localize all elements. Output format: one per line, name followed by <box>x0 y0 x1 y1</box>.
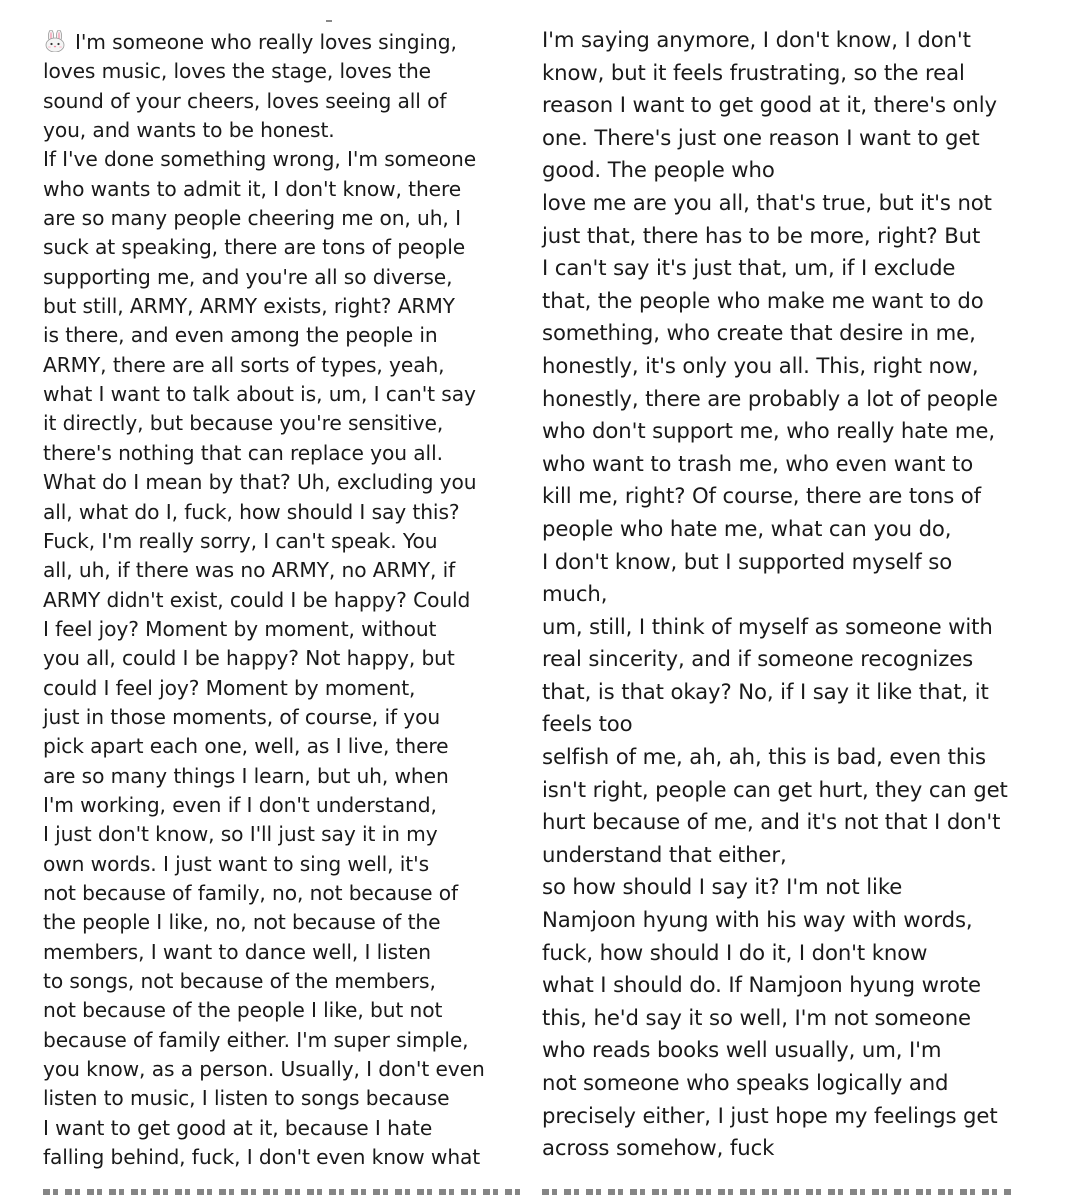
text-line-content: falling behind, fuck, I don't even know what <box>43 1145 481 1170</box>
text-line <box>43 791 521 820</box>
text-line-content: What do I mean by that? Uh, excluding you <box>43 470 477 495</box>
text-line-content: it directly, but because you're sensitive, <box>43 411 444 436</box>
text-line-content: but still, ARMY, ARMY exists, right? ARMY <box>43 294 455 319</box>
text-line-content: just in those moments, of course, if you <box>43 704 441 729</box>
text-line-content: pick apart each one, well, as I live, there <box>43 734 449 759</box>
text-line-content: loves music, loves the stage, loves the <box>43 59 431 84</box>
text-line <box>542 741 1052 774</box>
text-line <box>542 708 1052 741</box>
text-line-content: you know, as a person. Usually, I don't even <box>43 1057 485 1082</box>
text-line-content: real sincerity, and if someone recognizes <box>542 646 974 672</box>
text-line-content: Fuck, I'm really sorry, I can't speak. You <box>43 528 438 553</box>
rabbit-face-icon <box>43 30 67 52</box>
text-line-content: feels too <box>542 711 633 737</box>
text-line <box>542 1002 1052 1035</box>
right-cutoff-text <box>542 1189 1012 1195</box>
text-line <box>542 154 1052 187</box>
text-line-content: sound of your cheers, loves seeing all of <box>43 88 447 113</box>
text-line-content: Namjoon hyung with his way with words, <box>542 907 973 933</box>
text-line-content: one. There's just one reason I want to get <box>542 124 980 150</box>
text-line-content: honestly, it's only you all. This, right now, <box>542 352 979 378</box>
text-line <box>43 233 521 262</box>
text-line-content: I don't know, but I supported myself so <box>542 548 953 574</box>
text-line <box>43 468 521 497</box>
text-line <box>542 415 1052 448</box>
text-line <box>542 611 1052 644</box>
text-line <box>43 87 521 116</box>
text-line-content: know, but it feels frustrating, so the real <box>542 59 965 85</box>
text-line-content: hurt because of me, and it's not that I don't <box>542 809 1001 835</box>
text-line-content: ARMY, there are all sorts of types, yeah, <box>43 352 445 377</box>
text-line <box>43 967 521 996</box>
text-line <box>542 969 1052 1002</box>
text-line-content: understand that either, <box>542 841 787 867</box>
text-line-content: um, still, I think of myself as someone with <box>542 613 993 639</box>
text-line <box>542 839 1052 872</box>
left-text-column <box>43 28 521 1172</box>
text-line-content: what I should do. If Namjoon hyung wrote <box>542 972 981 998</box>
text-line <box>542 1067 1052 1100</box>
text-line <box>542 89 1052 122</box>
text-line <box>43 556 521 585</box>
text-line <box>542 1100 1052 1133</box>
text-line <box>542 676 1052 709</box>
left-cutoff-text <box>43 1189 521 1195</box>
text-line <box>43 996 521 1025</box>
text-line-content: all, uh, if there was no ARMY, no ARMY, if <box>43 558 456 583</box>
text-line-content: isn't right, people can get hurt, they can get <box>542 776 1008 802</box>
text-line-content: fuck, how should I do it, I don't know <box>542 939 928 965</box>
text-line-content: you all, could I be happy? Not happy, but <box>43 646 455 671</box>
text-line <box>542 1132 1052 1165</box>
text-line <box>43 204 521 233</box>
text-line <box>43 1084 521 1113</box>
right-text-column <box>542 24 1052 1165</box>
text-line-content: I'm working, even if I don't understand, <box>43 792 437 817</box>
text-line <box>43 1143 521 1172</box>
text-line <box>43 321 521 350</box>
text-line-content: listen to music, I listen to songs because <box>43 1086 450 1111</box>
text-line-content: I'm saying anymore, I don't know, I don't <box>542 27 971 52</box>
text-line <box>43 57 521 86</box>
text-line-content: people who hate me, what can you do, <box>542 515 952 541</box>
text-line <box>43 1055 521 1084</box>
text-line <box>542 806 1052 839</box>
text-line-content: I'm someone who really loves singing, <box>75 30 457 54</box>
text-line <box>43 439 521 468</box>
text-line <box>43 1026 521 1055</box>
text-line <box>43 879 521 908</box>
text-line-content: this, he'd say it so well, I'm not someone <box>542 1004 971 1030</box>
text-line <box>542 774 1052 807</box>
text-line-content: could I feel joy? Moment by moment, <box>43 675 416 700</box>
text-line <box>542 57 1052 90</box>
text-line <box>43 732 521 761</box>
text-line <box>43 380 521 409</box>
text-line-content: you, and wants to be honest. <box>43 118 335 143</box>
text-line <box>542 937 1052 970</box>
text-line <box>43 116 521 145</box>
text-line-content: honestly, there are probably a lot of people <box>542 385 998 411</box>
text-line <box>43 850 521 879</box>
text-line-content: because of family either. I'm super simple, <box>43 1027 469 1052</box>
text-line-content: ARMY didn't exist, could I be happy? Could <box>43 587 471 612</box>
text-line-content: is there, and even among the people in <box>43 323 438 348</box>
text-line <box>43 351 521 380</box>
text-line <box>542 871 1052 904</box>
text-line-content: the people I like, no, not because of the <box>43 910 441 935</box>
text-line-content: much, <box>542 581 608 607</box>
text-line-content: are so many people cheering me on, uh, I <box>43 206 461 231</box>
text-line <box>43 263 521 292</box>
text-line <box>43 1114 521 1143</box>
text-line <box>542 904 1052 937</box>
text-line-content: what I want to talk about is, um, I can't say <box>43 382 476 407</box>
text-line-content: not someone who speaks logically and <box>542 1070 949 1095</box>
text-line-content: precisely either, I just hope my feelings get <box>542 1102 998 1128</box>
text-line <box>43 644 521 673</box>
text-line <box>542 578 1052 611</box>
text-line <box>43 703 521 732</box>
text-line-content: are so many things I learn, but uh, when <box>43 763 449 788</box>
text-line <box>542 383 1052 416</box>
text-line <box>542 1034 1052 1067</box>
text-line <box>43 674 521 703</box>
text-line-content: I feel joy? Moment by moment, without <box>43 616 437 641</box>
text-line <box>542 317 1052 350</box>
text-line-content: kill me, right? Of course, there are tons of <box>542 483 982 509</box>
text-line <box>542 24 1052 57</box>
text-line-content: supporting me, and you're all so diverse, <box>43 264 453 289</box>
text-line <box>542 546 1052 579</box>
text-line-content: who don't support me, who really hate me, <box>542 418 995 444</box>
text-line-content: not because of family, no, not because of <box>43 880 459 905</box>
text-line <box>43 175 521 204</box>
text-line-content: who reads books well usually, um, I'm <box>542 1037 942 1063</box>
text-line <box>542 252 1052 285</box>
text-line-content: suck at speaking, there are tons of people <box>43 235 466 260</box>
text-line-content: If I've done something wrong, I'm someone <box>43 147 477 172</box>
top-stray-mark <box>326 20 332 22</box>
text-line <box>542 285 1052 318</box>
text-line-content: there's nothing that can replace you all. <box>43 440 443 465</box>
text-line <box>542 480 1052 513</box>
text-line <box>542 513 1052 546</box>
text-line <box>542 350 1052 383</box>
text-line <box>43 292 521 321</box>
text-line <box>43 498 521 527</box>
text-line-content: to songs, not because of the members, <box>43 969 436 993</box>
text-line-content: I just don't know, so I'll just say it in my <box>43 822 438 847</box>
text-line <box>542 187 1052 220</box>
text-line <box>43 820 521 849</box>
text-line-content: who want to trash me, who even want to <box>542 450 974 476</box>
text-line-content: something, who create that desire in me, <box>542 320 976 346</box>
text-line-content: good. The people who <box>542 157 775 183</box>
text-line-content: that, is that okay? No, if I say it like that, it <box>542 678 989 704</box>
text-line <box>542 643 1052 676</box>
text-line <box>542 122 1052 155</box>
text-line <box>43 586 521 615</box>
text-line <box>43 615 521 644</box>
text-line-content: who wants to admit it, I don't know, there <box>43 176 462 201</box>
text-line-content: love me are you all, that's true, but it's not <box>542 189 992 215</box>
text-line <box>43 409 521 438</box>
text-line-content: own words. I just want to sing well, it's <box>43 851 429 876</box>
text-line-content: all, what do I, fuck, how should I say this? <box>43 499 460 524</box>
text-line <box>43 145 521 174</box>
text-line-content: not because of the people I like, but not <box>43 998 443 1023</box>
text-line <box>43 527 521 556</box>
text-line <box>542 448 1052 481</box>
text-line-content: I want to get good at it, because I hate <box>43 1115 433 1140</box>
text-line <box>43 938 521 967</box>
text-line <box>43 908 521 937</box>
text-line-content: selfish of me, ah, ah, this is bad, even this <box>542 744 986 770</box>
text-line-content: reason I want to get good at it, there's only <box>542 92 997 118</box>
text-line-content: across somehow, fuck <box>542 1135 775 1161</box>
text-line-content: members, I want to dance well, I listen <box>43 939 431 964</box>
text-line <box>43 762 521 791</box>
text-line-content: just that, there has to be more, right? But <box>542 222 981 248</box>
text-line-content: that, the people who make me want to do <box>542 287 984 313</box>
text-line <box>43 28 521 57</box>
text-line-content: so how should I say it? I'm not like <box>542 874 903 900</box>
text-line-content: I can't say it's just that, um, if I exclude <box>542 255 956 281</box>
text-line <box>542 220 1052 253</box>
